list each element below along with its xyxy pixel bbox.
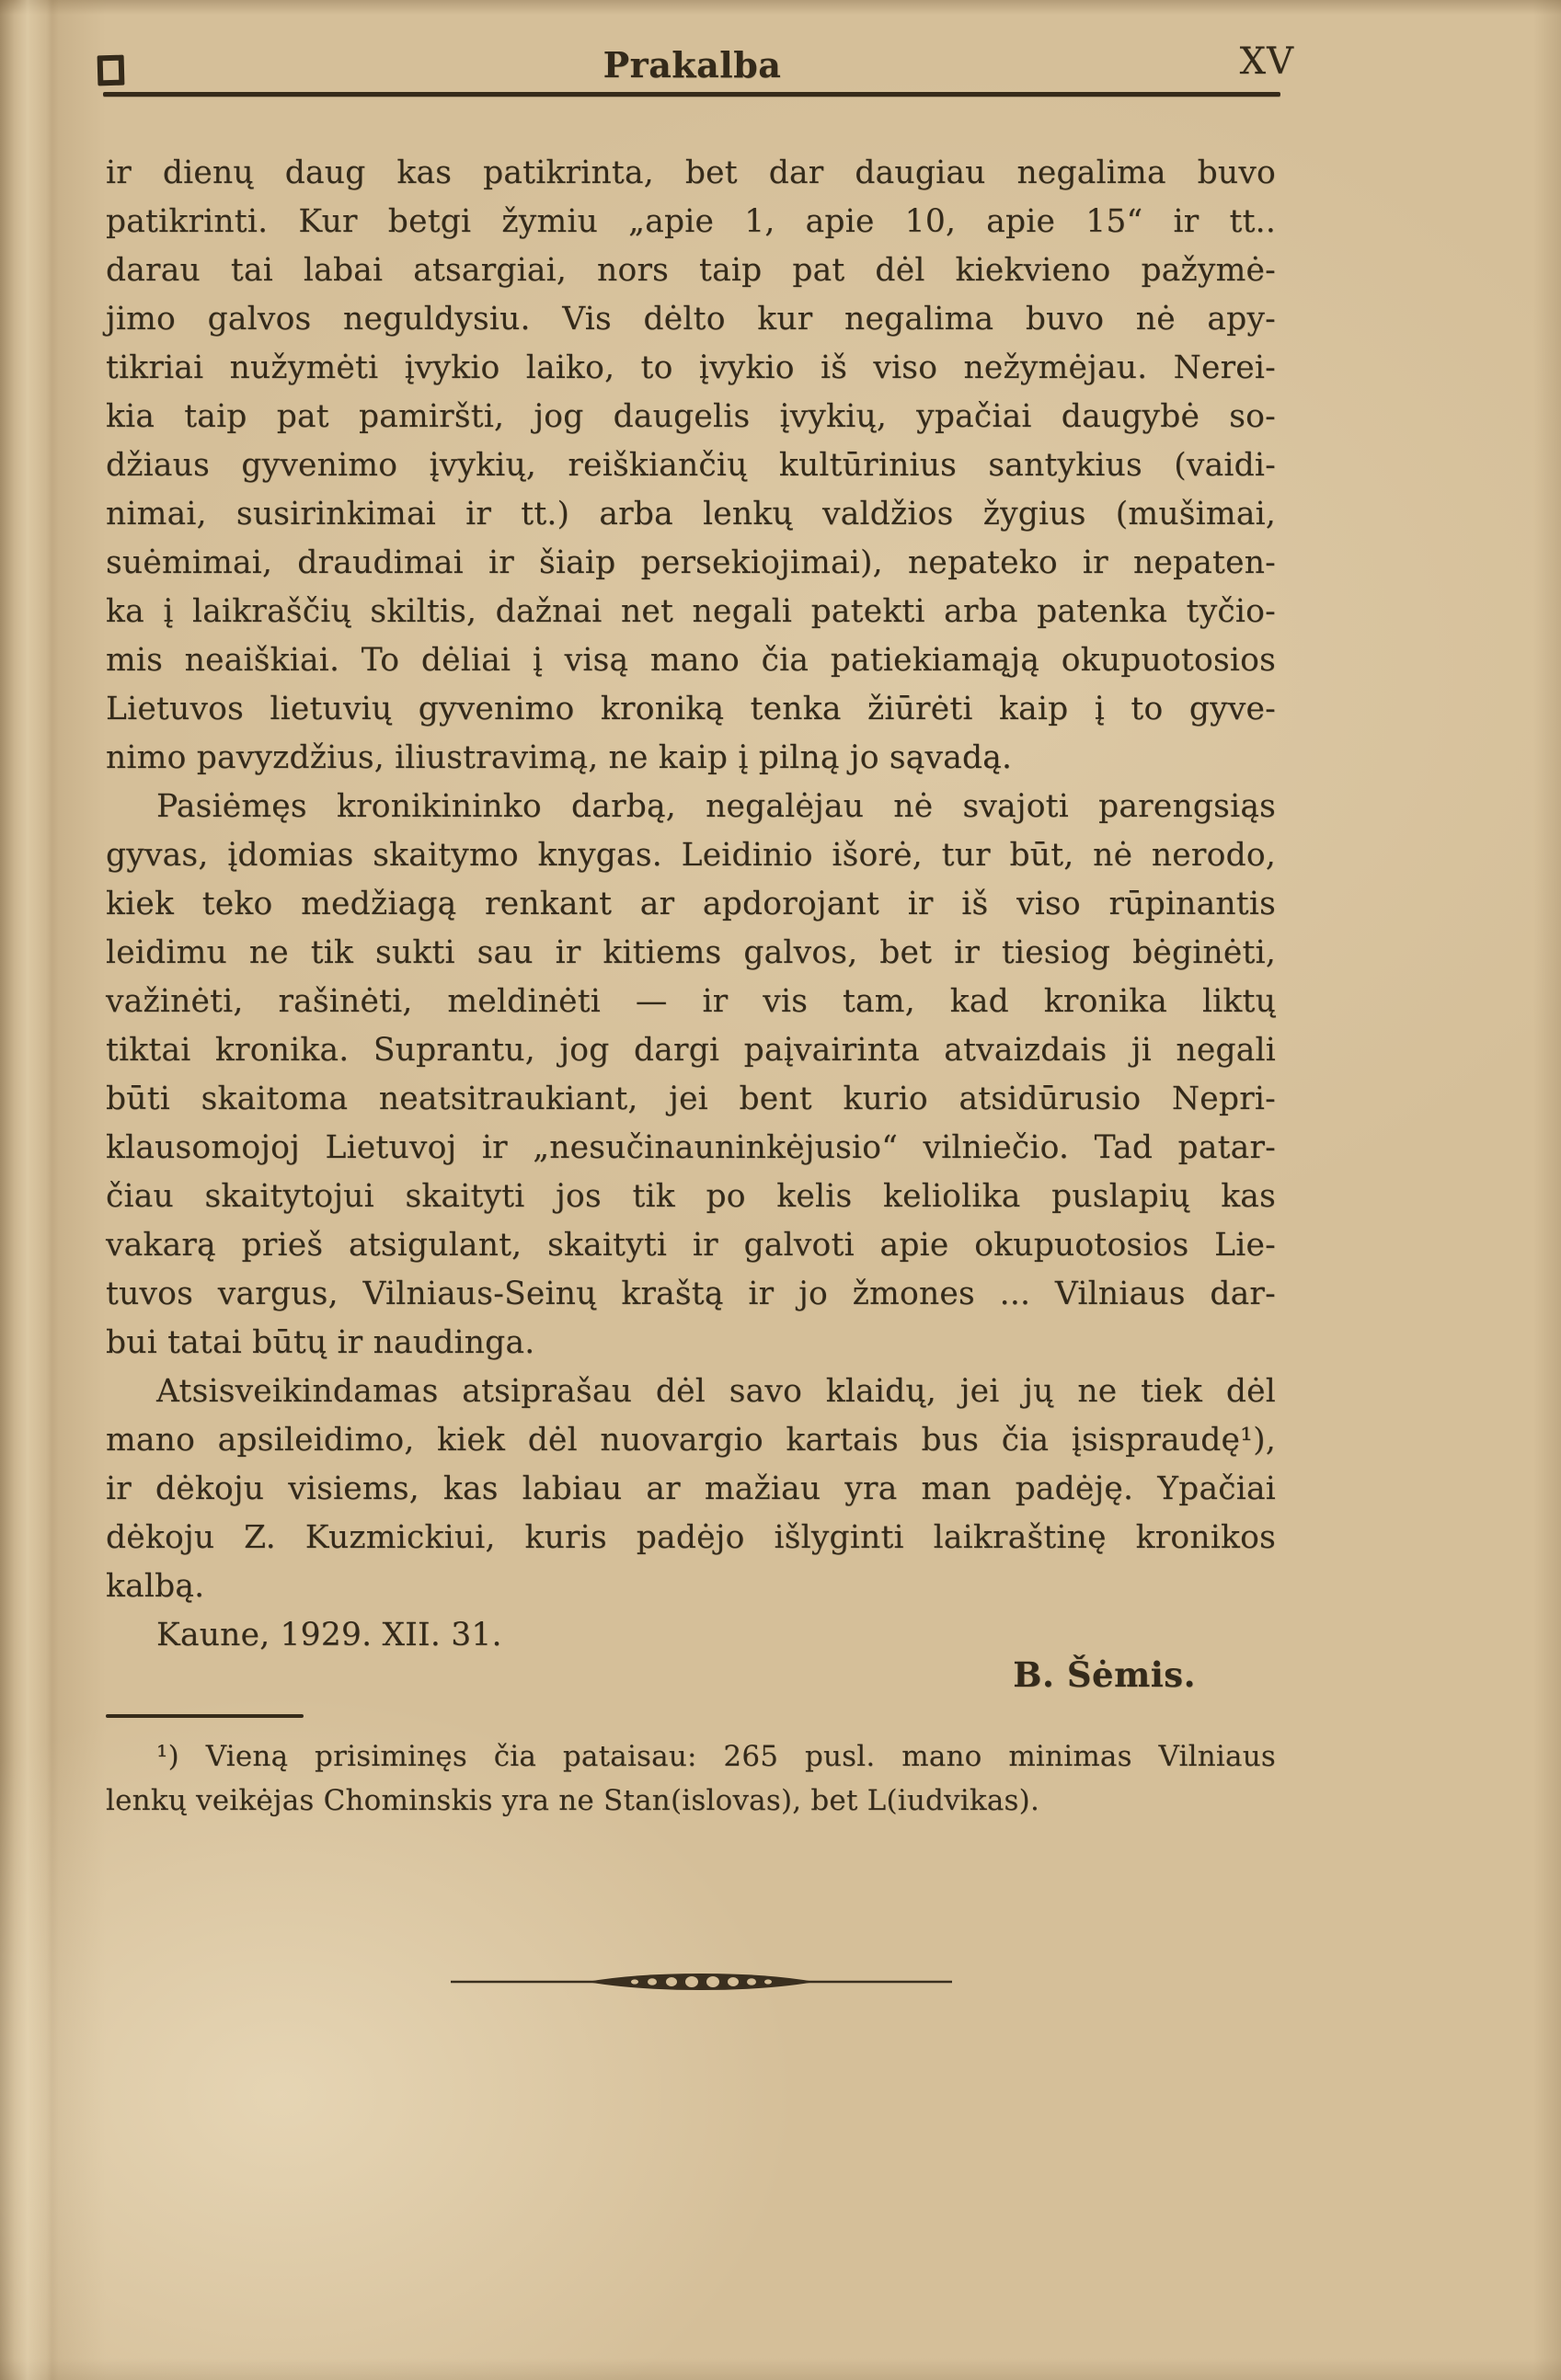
- text-line: patikrinti. Kur betgi žymiu „apie 1, apie 10, apie 15“ ir tt..: [106, 203, 1276, 240]
- text-line: darau tai labai atsargiai, nors taip pat dėl kiekvieno pažymė-: [106, 252, 1276, 289]
- text-line: ir dienų daug kas patikrinta, bet dar daugiau negalima buvo: [106, 154, 1276, 191]
- paragraph: [106, 1367, 1276, 1611]
- text-line: kalbą.: [106, 1568, 205, 1605]
- text-line: klausomojoj Lietuvoj ir „nesučinauninkėjusio“ vilniečio. Tad patar-: [106, 1129, 1276, 1166]
- page-title: Prakalba: [603, 44, 782, 86]
- text-line: būti skaitoma neatsitraukiant, jei bent kurio atsidūrusio Nepri-: [106, 1081, 1276, 1117]
- author-signature: B. Šėmis.: [1013, 1654, 1196, 1695]
- text-line: Lietuvos lietuvių gyvenimo kroniką tenka žiūrėti kaip į to gyve-: [106, 691, 1276, 727]
- text-line: ¹) Vieną prisiminęs čia pataisau: 265 pusl. mano minimas Vilniaus: [156, 1740, 1276, 1773]
- text-line: leidimu ne tik sukti sau ir kitiems galvos, bet ir tiesiog bėginėti,: [106, 934, 1276, 971]
- text-line: bui tatai būtų ir naudinga.: [106, 1324, 535, 1361]
- text-line: kiek teko medžiagą renkant ar apdorojant ir iš viso rūpinantis: [106, 886, 1276, 922]
- footnote: [106, 1734, 1276, 1823]
- text-line: jimo galvos neguldysiu. Vis dėlto kur negalima buvo nė apy-: [106, 301, 1276, 338]
- text-line: Pasiėmęs kronikininko darbą, negalėjau nė svajoti parengsiąs: [156, 788, 1276, 825]
- text-line: mano apsileidimo, kiek dėl nuovargio kartais bus čia įsispraudę¹),: [106, 1422, 1276, 1459]
- page-number: XV: [1239, 40, 1294, 83]
- text-line: tikriai nužymėti įvykio laiko, to įvykio iš viso nežymėjau. Nerei-: [106, 349, 1276, 386]
- text-line: gyvas, įdomias skaitymo knygas. Leidinio išorė, tur būt, nė nerodo,: [106, 837, 1276, 874]
- text-line: tiktai kronika. Suprantu, jog dargi paįvairinta atvaizdais ji negali: [106, 1032, 1276, 1069]
- text-line: dėkoju Z. Kuzmickiui, kuris padėjo išlyginti laikraštinę kronikos: [106, 1519, 1276, 1556]
- text-line: važinėti, rašinėti, meldinėti — ir vis tam, kad kronika liktų: [106, 983, 1276, 1020]
- text-line: džiaus gyvenimo įvykių, reiškiančių kultūrinius santykius (vaidi-: [106, 447, 1276, 484]
- paragraph: [106, 149, 1276, 783]
- preface-body-text: [106, 149, 1276, 1611]
- text-line: ka į laikraščių skiltis, dažnai net negali patekti arba patenka tyčio-: [106, 593, 1276, 630]
- decorative-divider: [451, 1972, 952, 1992]
- text-line: nimai, susirinkimai ir tt.) arba lenkų valdžios žygius (mušimai,: [106, 496, 1276, 532]
- text-line: mis neaiškiai. To dėliai į visą mano čia patiekiamąją okupuotosios: [106, 642, 1276, 679]
- text-line: čiau skaitytojui skaityti jos tik po kelis keliolika puslapių kas: [106, 1178, 1276, 1215]
- text-line: tuvos vargus, Vilniaus-Seinų kraštą ir jo žmones ... Vilniaus dar-: [106, 1276, 1276, 1312]
- date-line: Kaune, 1929. XII. 31.: [156, 1617, 502, 1653]
- text-line: nimo pavyzdžius, iliustravimą, ne kaip į pilną jo sąvadą.: [106, 739, 1013, 776]
- text-line: vakarą prieš atsigulant, skaityti ir galvoti apie okupuotosios Lie-: [106, 1227, 1276, 1264]
- text-line: ir dėkoju visiems, kas labiau ar mažiau yra man padėję. Ypačiai: [106, 1470, 1276, 1507]
- text-line: kia taip pat pamiršti, jog daugelis įvykių, ypačiai daugybė so-: [106, 398, 1276, 435]
- paragraph: [106, 783, 1276, 1367]
- footnote-separator-rule: [106, 1714, 304, 1718]
- header-rule: [103, 92, 1280, 97]
- text-line: lenkų veikėjas Chominskis yra ne Stan(islovas), bet L(iudvikas).: [106, 1784, 1040, 1817]
- text-line: suėmimai, draudimai ir šiaip persekiojimai), nepateko ir nepaten-: [106, 544, 1276, 581]
- text-line: Atsisveikindamas atsiprašau dėl savo klaidų, jei jų ne tiek dėl: [156, 1373, 1276, 1410]
